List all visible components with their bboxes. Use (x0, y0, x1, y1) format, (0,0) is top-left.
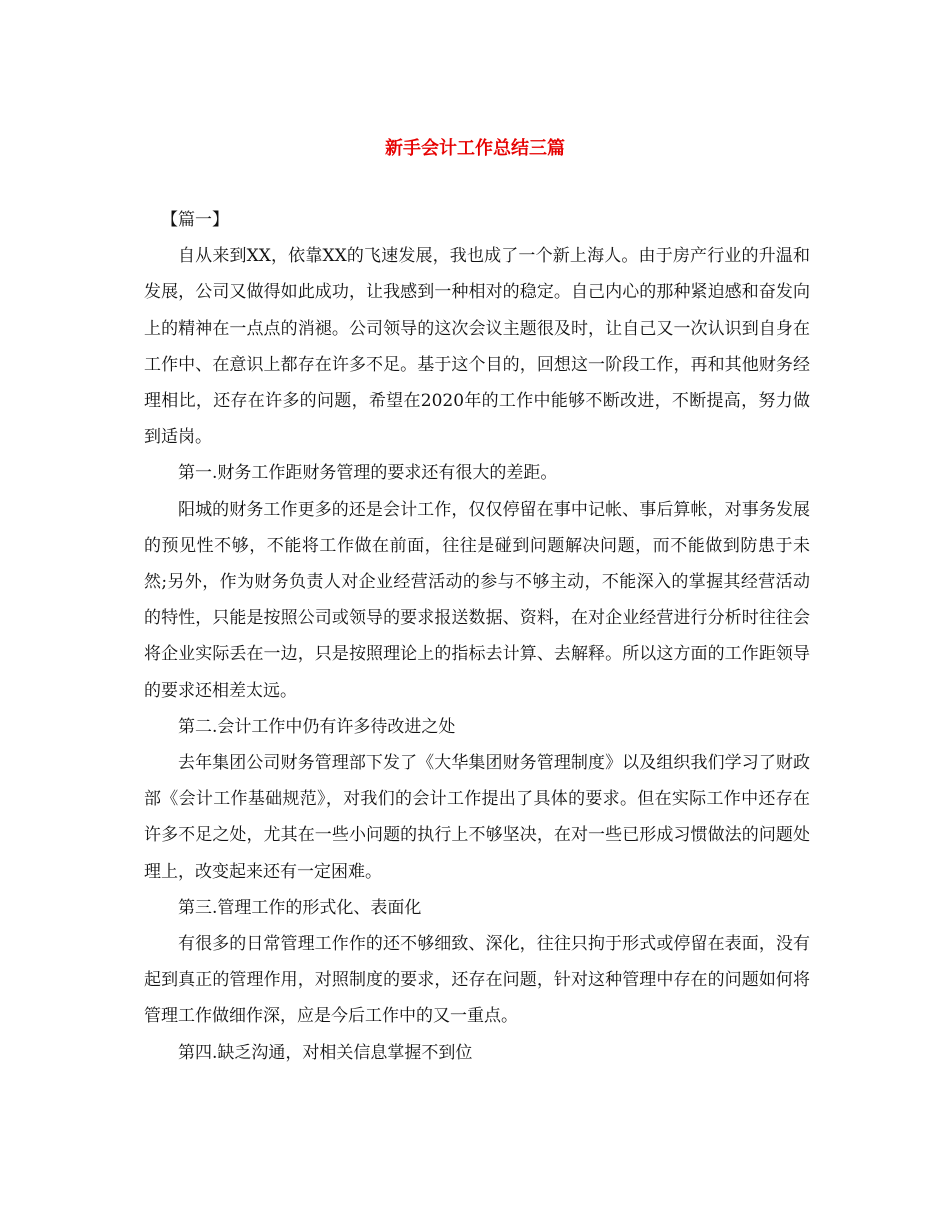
heading-point-one: 第一.财务工作距财务管理的要求还有很大的差距。 (178, 463, 558, 484)
paragraph-point-one: 阳城的财务工作更多的还是会计工作，仅仅停留在事中记帐、事后算帐，对事务发展的预见性不够，不能将工作做在前面，往往是碰到问题解决问题，而不能做到防患于未然;另外，作为财务负责人对企业经营活动的参与不够主动，不能深入的掌握其经营活动的特性，只能是按照公司或领导的要求报送数据、资料，在对企业经营进行分析时往往会将企业实际丢在一边，只是按照理论上的指标去计算、去解释。所以这方面的工作距领导的要求还相差太远。 (144, 499, 810, 701)
paragraph-point-two: 去年集团公司财务管理部下发了《大华集团财务管理制度》以及组织我们学习了财政部《会计工作基础规范》，对我们的会计工作提出了具体的要求。但在实际工作中还存在许多不足之处，尤其在一些小问题的执行上不够坚决，在对一些已形成习惯做法的问题处理上，改变起来还有一定困难。 (144, 753, 810, 882)
paragraph-point-three: 有很多的日常管理工作作的还不够细致、深化，往往只拘于形式或停留在表面，没有起到真正的管理作用，对照制度的要求，还存在问题，针对这种管理中存在的问题如何将管理工作做细作深，应是今后工作中的又一重点。 (144, 934, 810, 1027)
heading-point-two: 第二.会计工作中仍有许多待改进之处 (178, 716, 456, 737)
paragraph-intro: 自从来到XX，依靠XX的飞速发展，我也成了一个新上海人。由于房产行业的升温和发展，公司又做得如此成功，让我感到一种相对的稳定。自己内心的那种紧迫感和奋发向上的精神在一点点的消褪。公司领导的这次会议主题很及时，让自己又一次认识到自身在工作中、在意识上都存在许多不足。基于这个目的，回想这一阶段工作，再和其他财务经理相比，还存在许多的问题，希望在2020年的工作中能够不断改进，不断提高，努力做到适岗。 (144, 246, 810, 448)
document-body (144, 202, 810, 1071)
section-label: 【篇一】 (161, 210, 229, 230)
document-title: 新手会计工作总结三篇 (385, 138, 565, 159)
heading-point-four: 第四.缺乏沟通，对相关信息掌握不到位 (178, 1042, 473, 1063)
heading-point-three: 第三.管理工作的形式化、表面化 (178, 897, 422, 918)
